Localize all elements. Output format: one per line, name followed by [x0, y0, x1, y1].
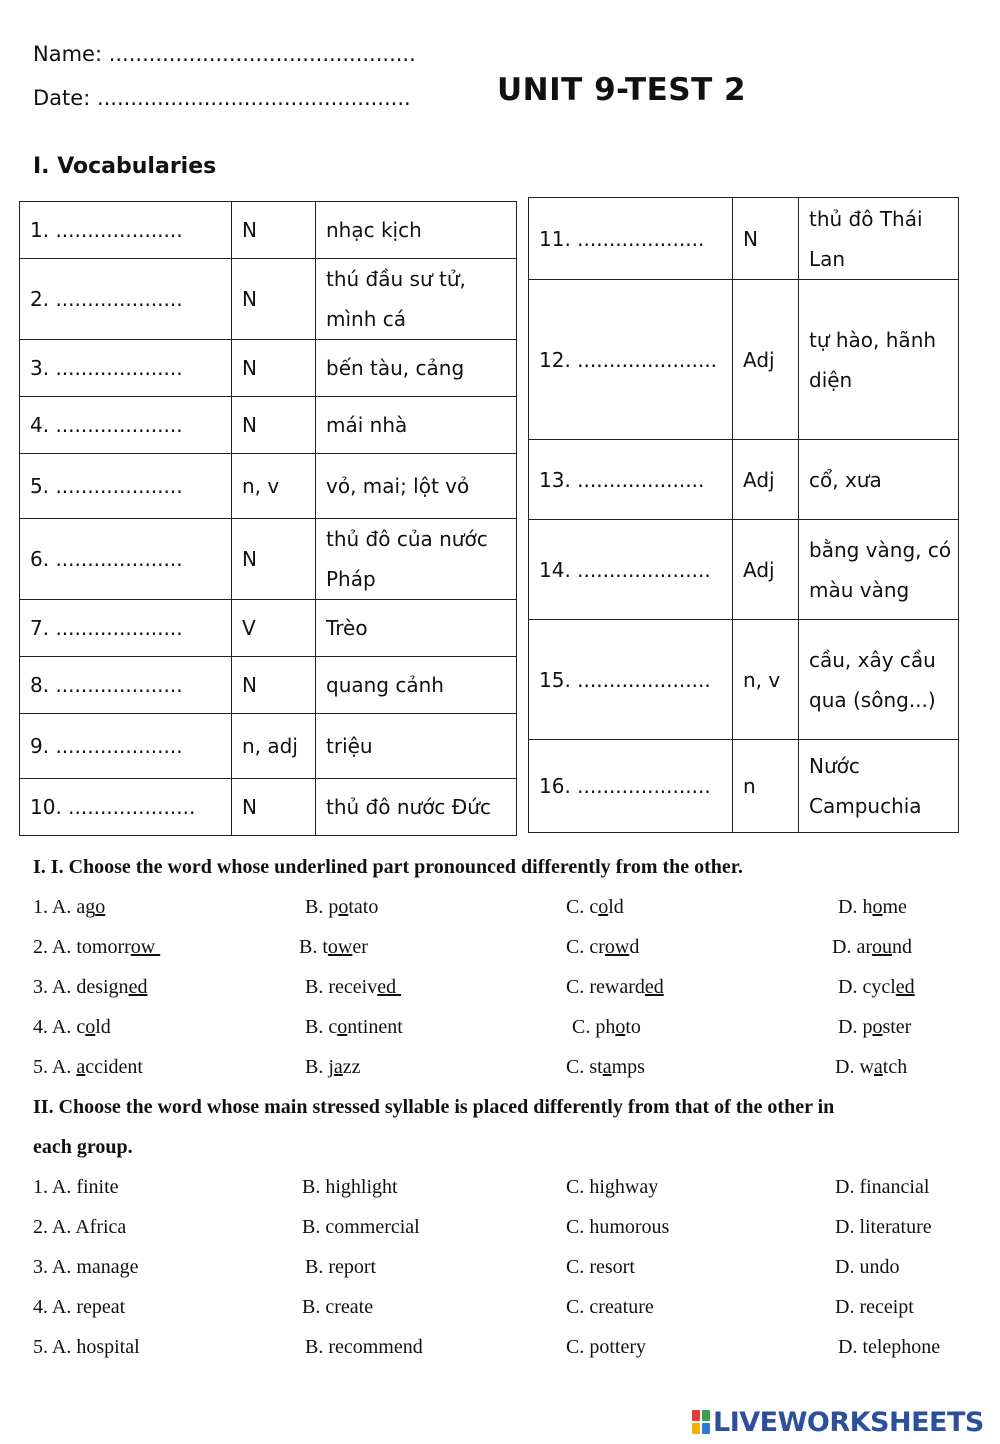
answer-option[interactable]: 3. A. manage — [33, 1256, 139, 1278]
option-text: me — [882, 896, 907, 918]
vocab-meaning: thủ đô nước Đức — [316, 779, 517, 836]
underlined-part: a — [333, 1056, 343, 1078]
vocab-row — [529, 198, 959, 280]
answer-option[interactable] — [33, 1016, 111, 1039]
answer-option[interactable]: D. undo — [835, 1256, 900, 1278]
vocab-blank[interactable]: 8. .................... — [20, 657, 232, 714]
logo-square — [692, 1423, 700, 1434]
pronunciation-question-row — [0, 936, 1000, 966]
option-text: ntinent — [347, 1016, 403, 1038]
underlined-part: o — [85, 1016, 96, 1038]
vocab-part-of-speech: N — [232, 202, 316, 259]
answer-option[interactable]: B. highlight — [302, 1176, 398, 1198]
vocab-part-of-speech: N — [232, 779, 316, 836]
answer-option[interactable]: B. commercial — [302, 1216, 420, 1238]
vocab-meaning: Nước Campuchia — [799, 740, 959, 833]
vocab-row — [529, 740, 959, 833]
pronunciation-question-row — [0, 976, 1000, 1006]
vocab-meaning: cầu, xây cầu qua (sông...) — [799, 620, 959, 740]
option-text: 5. A. — [33, 1056, 77, 1078]
vocab-meaning: quang cảnh — [316, 657, 517, 714]
vocab-blank[interactable]: 11. .................... — [529, 198, 733, 280]
answer-option[interactable] — [33, 976, 147, 999]
vocab-row — [20, 519, 517, 600]
option-text: C. cr — [566, 936, 605, 958]
vocab-row — [20, 397, 517, 454]
vocab-blank[interactable]: 14. ..................... — [529, 520, 733, 620]
pronunciation-section-title: I. I. Choose the word whose underlined part pronounced differently from the other. — [33, 856, 743, 878]
underlined-part: ed — [895, 976, 915, 998]
answer-option[interactable] — [33, 1056, 143, 1079]
pronunciation-question-row — [0, 896, 1000, 926]
option-text: 1. A. ag — [33, 896, 96, 918]
stress-question-row — [0, 1336, 1000, 1366]
answer-option[interactable] — [566, 896, 624, 919]
answer-option[interactable]: D. literature — [835, 1216, 932, 1238]
vocab-part-of-speech: n, v — [733, 620, 799, 740]
vocab-blank[interactable]: 13. .................... — [529, 440, 733, 520]
option-text: ld — [95, 1016, 111, 1038]
answer-option[interactable]: D. telephone — [838, 1336, 941, 1358]
vocab-meaning: vỏ, mai; lột vỏ — [316, 454, 517, 519]
vocab-row — [20, 340, 517, 397]
answer-option[interactable]: B. report — [305, 1256, 377, 1278]
vocab-part-of-speech: Adj — [733, 440, 799, 520]
option-text: mps — [611, 1056, 645, 1078]
logo-text: LIVEWORKSHEETS — [713, 1406, 984, 1438]
answer-option[interactable]: C. highway — [566, 1176, 659, 1198]
answer-option[interactable] — [33, 896, 105, 919]
option-text: D. cycl — [838, 976, 896, 998]
option-text: nd — [891, 936, 912, 958]
vocab-meaning: mái nhà — [316, 397, 517, 454]
vocab-meaning: triệu — [316, 714, 517, 779]
answer-option[interactable]: 1. A. finite — [33, 1176, 119, 1198]
pronunciation-question-row — [0, 1056, 1000, 1086]
option-text: to — [625, 1016, 641, 1038]
vocab-blank[interactable]: 1. .................... — [20, 202, 232, 259]
vocab-row — [529, 280, 959, 440]
option-text: B. p — [305, 896, 339, 918]
logo-square — [692, 1410, 700, 1421]
option-text: C. reward — [566, 976, 645, 998]
answer-option[interactable]: D. financial — [835, 1176, 930, 1198]
answer-option[interactable]: C. humorous — [566, 1216, 670, 1238]
vocab-row — [20, 779, 517, 836]
answer-option[interactable]: 4. A. repeat — [33, 1296, 126, 1318]
vocabulary-table-left — [19, 201, 517, 836]
pronunciation-question-row — [0, 1016, 1000, 1046]
option-text: D. p — [838, 1016, 873, 1038]
underlined-part: o — [872, 1016, 883, 1038]
vocab-part-of-speech: N — [232, 657, 316, 714]
vocab-part-of-speech: V — [232, 600, 316, 657]
vocab-part-of-speech: Adj — [733, 280, 799, 440]
vocab-row — [20, 600, 517, 657]
vocab-row — [529, 520, 959, 620]
underlined-part: ow — [130, 936, 161, 958]
option-text: tch — [882, 1056, 908, 1078]
option-text: ster — [882, 1016, 912, 1038]
vocab-row — [20, 202, 517, 259]
answer-option[interactable] — [566, 976, 664, 999]
option-text: C. ph — [572, 1016, 616, 1038]
answer-option[interactable] — [305, 896, 378, 919]
vocab-row — [20, 259, 517, 340]
stress-section-title-line2: each group. — [33, 1136, 133, 1158]
underlined-part: ou — [871, 936, 892, 958]
underlined-part: ow — [327, 936, 353, 958]
vocab-part-of-speech: n, adj — [232, 714, 316, 779]
vocab-meaning: bến tàu, cảng — [316, 340, 517, 397]
answer-option[interactable] — [33, 936, 160, 959]
vocab-blank[interactable]: 6. .................... — [20, 519, 232, 600]
option-text: C. c — [566, 896, 599, 918]
vocab-part-of-speech: N — [733, 198, 799, 280]
underlined-part: o — [615, 1016, 626, 1038]
vocab-row — [20, 714, 517, 779]
stress-question-row — [0, 1176, 1000, 1206]
section-vocabularies-title: I. Vocabularies — [33, 154, 217, 179]
option-text: B. c — [305, 1016, 338, 1038]
vocab-row — [529, 620, 959, 740]
stress-question-row — [0, 1256, 1000, 1286]
vocab-blank[interactable]: 15. ..................... — [529, 620, 733, 740]
answer-option[interactable]: C. creature — [566, 1296, 654, 1318]
answer-option[interactable]: C. resort — [566, 1256, 635, 1278]
underlined-part: o — [598, 896, 609, 918]
vocab-part-of-speech: N — [232, 259, 316, 340]
vocab-part-of-speech: n — [733, 740, 799, 833]
page-title: UNIT 9-TEST 2 — [497, 72, 747, 108]
option-text: B. t — [299, 936, 328, 958]
option-text: B. j — [305, 1056, 334, 1078]
answer-option[interactable] — [832, 936, 912, 959]
vocab-blank[interactable]: 5. .................... — [20, 454, 232, 519]
option-text: ld — [608, 896, 624, 918]
stress-question-row — [0, 1216, 1000, 1246]
option-text: ccident — [85, 1056, 143, 1078]
answer-option[interactable]: D. receipt — [835, 1296, 914, 1318]
underlined-part: ed — [128, 976, 148, 998]
option-text: C. st — [566, 1056, 603, 1078]
underlined-part: ed — [377, 976, 402, 998]
vocab-meaning: Trèo — [316, 600, 517, 657]
logo-mark-icon — [692, 1410, 710, 1434]
answer-option[interactable] — [572, 1016, 641, 1039]
vocab-part-of-speech: N — [232, 397, 316, 454]
answer-option[interactable] — [566, 1056, 645, 1079]
vocab-part-of-speech: n, v — [232, 454, 316, 519]
answer-option[interactable] — [838, 896, 907, 919]
answer-option[interactable]: B. recommend — [305, 1336, 423, 1358]
underlined-part: o — [337, 1016, 348, 1038]
vocab-meaning: thủ đô Thái Lan — [799, 198, 959, 280]
underlined-part: a — [76, 1056, 86, 1078]
vocabulary-table-right — [528, 197, 959, 833]
answer-option[interactable] — [838, 1016, 911, 1039]
answer-option[interactable] — [305, 1016, 403, 1039]
underlined-part: o — [872, 896, 883, 918]
option-text: 2. A. tomorr — [33, 936, 131, 958]
vocab-row — [20, 454, 517, 519]
vocab-row — [20, 657, 517, 714]
option-text: zz — [342, 1056, 361, 1078]
vocab-meaning: cổ, xưa — [799, 440, 959, 520]
vocab-blank[interactable]: 2. .................... — [20, 259, 232, 340]
liveworksheets-logo — [692, 1402, 984, 1442]
date-line: Date: ............................................... — [33, 86, 411, 110]
option-text: er — [352, 936, 368, 958]
underlined-part: ed — [644, 976, 664, 998]
vocab-blank[interactable]: 10. .................... — [20, 779, 232, 836]
underlined-part: o — [95, 896, 106, 918]
answer-option[interactable]: 5. A. hospital — [33, 1336, 140, 1358]
vocab-meaning: tự hào, hãnh diện — [799, 280, 959, 440]
underlined-part: a — [873, 1056, 883, 1078]
vocab-row — [529, 440, 959, 520]
option-text: D. w — [835, 1056, 874, 1078]
logo-square — [702, 1410, 710, 1421]
vocab-part-of-speech: N — [232, 519, 316, 600]
vocab-meaning: thủ đô của nước Pháp — [316, 519, 517, 600]
answer-option[interactable] — [299, 936, 368, 959]
answer-option[interactable] — [305, 1056, 361, 1079]
answer-option[interactable]: B. create — [302, 1296, 374, 1318]
vocab-meaning: thú đầu sư tử, mình cá — [316, 259, 517, 340]
logo-square — [702, 1423, 710, 1434]
option-text: B. receiv — [305, 976, 378, 998]
stress-question-row — [0, 1296, 1000, 1326]
answer-option[interactable] — [838, 976, 915, 999]
vocab-meaning: bằng vàng, có màu vàng — [799, 520, 959, 620]
vocab-blank[interactable]: 16. ..................... — [529, 740, 733, 833]
option-text: D. h — [838, 896, 873, 918]
option-text: tato — [348, 896, 379, 918]
vocab-blank[interactable]: 4. .................... — [20, 397, 232, 454]
answer-option[interactable]: C. pottery — [566, 1336, 646, 1358]
option-text: D. ar — [832, 936, 872, 958]
vocab-blank[interactable]: 9. .................... — [20, 714, 232, 779]
stress-section-title-line1: II. Choose the word whose main stressed syllable is placed differently from that of the other in — [33, 1096, 835, 1118]
vocab-part-of-speech: Adj — [733, 520, 799, 620]
underlined-part: ow — [604, 936, 630, 958]
underlined-part: o — [338, 896, 349, 918]
option-text: d — [629, 936, 640, 958]
vocab-blank[interactable]: 12. ...................... — [529, 280, 733, 440]
name-line: Name: .............................................. — [33, 42, 416, 66]
answer-option[interactable] — [566, 936, 639, 959]
vocab-blank[interactable]: 3. .................... — [20, 340, 232, 397]
option-text: 3. A. design — [33, 976, 129, 998]
vocab-part-of-speech: N — [232, 340, 316, 397]
answer-option[interactable] — [305, 976, 401, 999]
vocab-blank[interactable]: 7. .................... — [20, 600, 232, 657]
answer-option[interactable]: 2. A. Africa — [33, 1216, 127, 1238]
answer-option[interactable] — [835, 1056, 907, 1079]
option-text: 4. A. c — [33, 1016, 86, 1038]
vocab-meaning: nhạc kịch — [316, 202, 517, 259]
underlined-part: a — [602, 1056, 612, 1078]
